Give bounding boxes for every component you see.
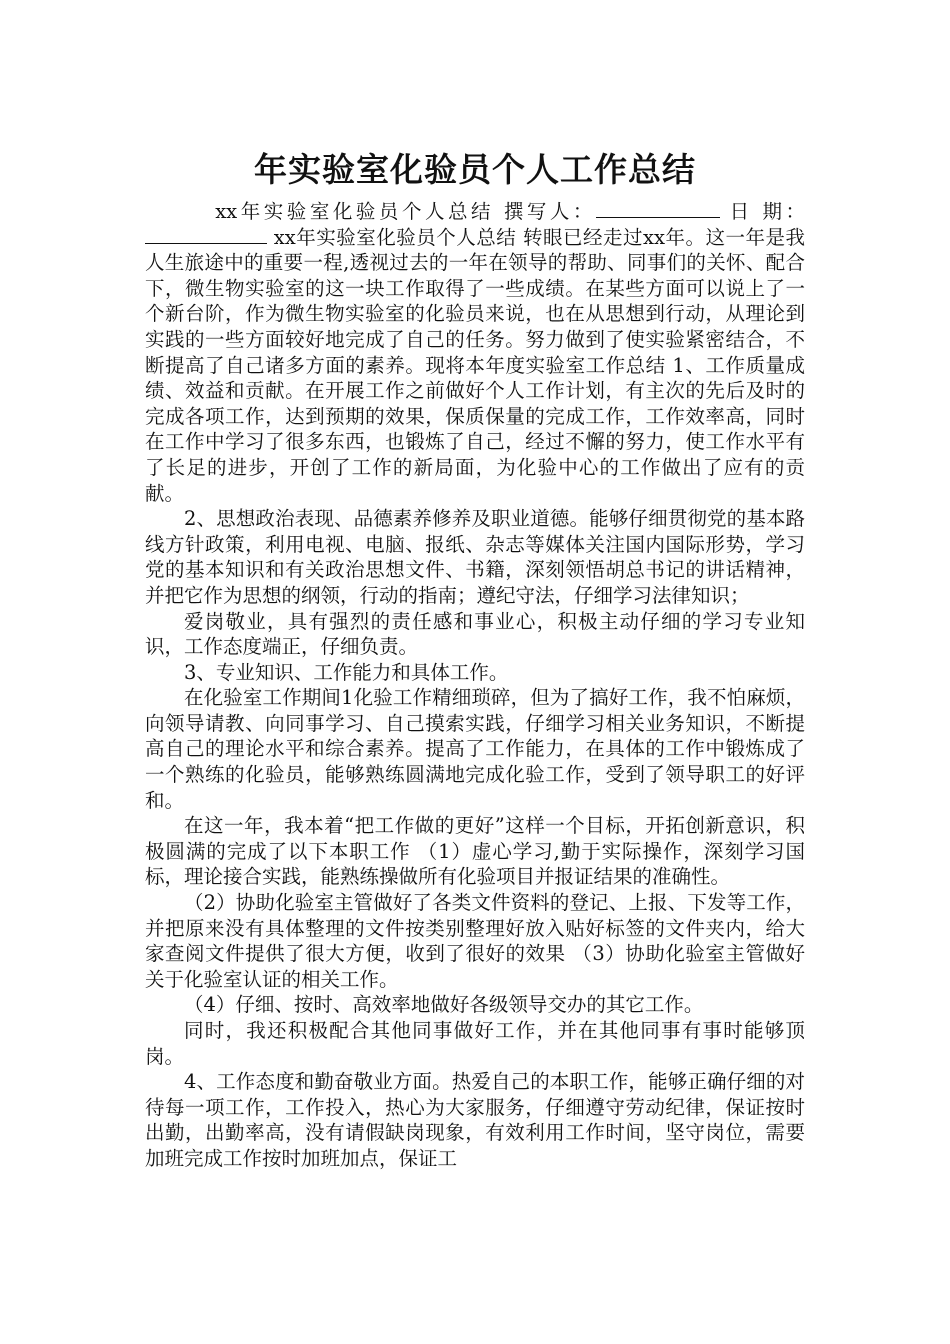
paragraph-3: 爱岗敬业，具有强烈的责任感和事业心，积极主动仔细的学习专业知识，工作态度端正，仔细负责。 [145, 609, 805, 659]
date-blank [145, 225, 267, 244]
paragraph-4: 3、专业知识、工作能力和具体工作。 [184, 660, 509, 684]
intro-text-3: xx年实验室化验员个人总结 转眼已经走过xx年。这一年是我人生旅途中的重要一程,透视过去的一年在领导的帮助、同事们的关怀、配合下，微生物实验室的这一块工作取得了一些成绩。在某些方面可以说上了一个新台阶，作为微生物实验室的化验员来说，也在从思想到行动，从理论到实践的一些方面较好地完成了自己的任务。努力做到了使实验紧密结合，不断提高了自己诸多方面的素养。现将本年度实验室工作总结 1、工作质量成绩、效益和贡献。在开展工作之前做好个人工作计划，有主次的先后及时的完成各项工作，达到预期的效果，保质保量的完成工作，工作效率高，同时在工作中学习了很多东西，也锻炼了自己，经过不懈的努力，使工作水平有了长足的进步，开创了工作的新局面，为化验中心的工作做出了应有的贡献。 [145, 225, 805, 505]
paragraph-7: （2）协助化验室主管做好了各类文件资料的登记、上报、下发等工作，并把原来没有具体整理的文件按类别整理好放入贴好标签的文件夹内，给大家查阅文件提供了很大方便，收到了很好的效果 （3）协助化验室主管做好关于化验室认证的相关工作。 [145, 891, 805, 991]
paragraph-9: 同时，我还积极配合其他同事做好工作，并在其他同事有事时能够顶岗。 [145, 1019, 805, 1068]
intro-paragraph [145, 199, 805, 506]
paragraph-5: 在化验室工作期间1化验工作精细琐碎，但为了搞好工作，我不怕麻烦，向领导请教、向同事学习、自己摸索实践，仔细学习相关业务知识，不断提高自己的理论水平和综合素养。提高了工作能力，在具体的工作中锻炼成了一个熟练的化验员，能够熟练圆满地完成化验工作，受到了领导职工的好评和。 [145, 686, 805, 812]
intro-text-2: 日 期： [719, 200, 805, 223]
document-title: 年实验室化验员个人工作总结 [254, 150, 696, 190]
intro-text-1: xx年实验室化验员个人总结 撰写人： [215, 200, 596, 223]
paragraph-10: 4、工作态度和勤奋敬业方面。热爱自己的本职工作，能够正确仔细的对待每一项工作，工作投入，热心为大家服务，仔细遵守劳动纪律，保证按时出勤，出勤率高，没有请假缺岗现象，有效利用工作时间，坚守岗位，需要加班完成工作按时加班加点，保证工 [145, 1070, 805, 1170]
paragraph-6: 在这一年，我本着“把工作做的更好”这样一个目标，开拓创新意识，积极圆满的完成了以下本职工作 （1）虚心学习,勤于实际操作，深刻学习国标，理论接合实践，能熟练操做所有化验项目并报证结果的准确性。 [145, 814, 805, 889]
document-body [145, 199, 805, 1172]
author-blank [596, 199, 720, 218]
paragraph-8: （4）仔细、按时、高效率地做好各级领导交办的其它工作。 [184, 993, 704, 1017]
paragraph-2: 2、思想政治表现、品德素养修养及职业道德。能够仔细贯彻党的基本路线方针政策，利用电视、电脑、报纸、杂志等媒体关注国内国际形势，学习党的基本知识和有关政治思想文件、书籍，深刻领悟胡总书记的讲话精神，并把它作为思想的纲领，行动的指南；遵纪守法，仔细学习法律知识； [145, 507, 805, 607]
